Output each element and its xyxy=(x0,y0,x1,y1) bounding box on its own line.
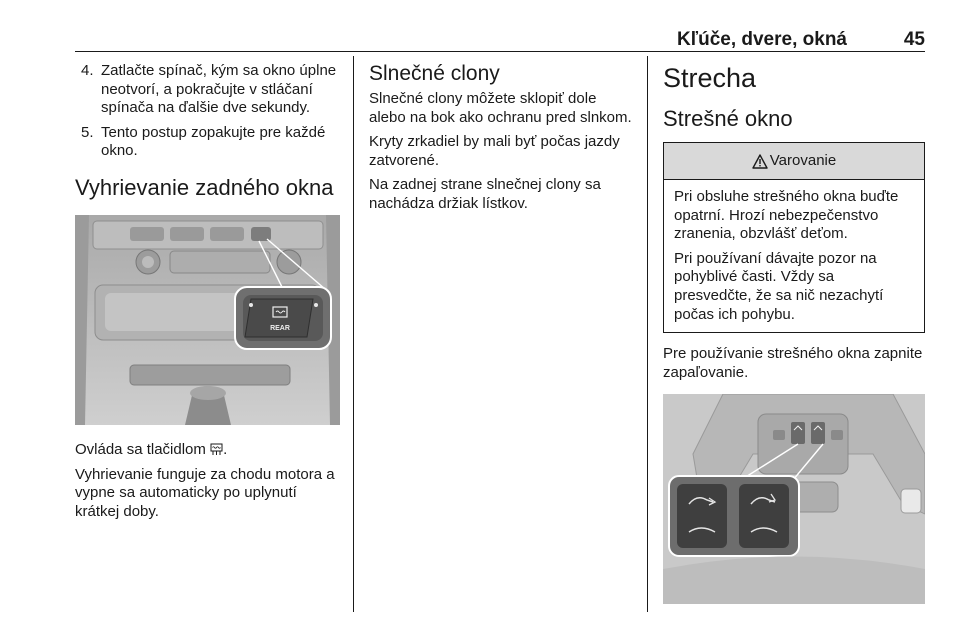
warning-header xyxy=(664,143,924,180)
column-1 xyxy=(75,62,340,527)
paragraph-1: Pre používanie strešného okna zapnite zapaľovanie. xyxy=(663,345,923,381)
page-header xyxy=(75,24,925,52)
paragraph-1 xyxy=(75,441,340,460)
rear-label: REAR xyxy=(270,324,290,332)
sunroof-switch-figure xyxy=(663,394,925,604)
paragraph-end: . xyxy=(223,440,228,458)
rear-heater-figure xyxy=(75,215,340,425)
section-heading-sun-visors: Slnečné clony xyxy=(369,62,500,85)
section-subheading-sunroof: Strešné okno xyxy=(663,106,793,131)
paragraph-2: Kryty zrkadiel by mali byť počas jazdy zatvorené. xyxy=(369,133,620,169)
dashboard-illustration xyxy=(75,215,340,425)
step-number: 4. xyxy=(81,62,94,79)
list-item xyxy=(75,124,340,161)
paragraph-2: Vyhrievanie funguje za chodu motora a vypne sa automaticky po uplynutí krátkej doby. xyxy=(75,465,335,520)
column-2 xyxy=(369,62,637,220)
column-3 xyxy=(663,62,925,604)
warning-triangle-icon xyxy=(752,154,768,169)
warning-title: Varovanie xyxy=(769,152,837,169)
list-item xyxy=(75,62,340,118)
step-number: 5. xyxy=(81,123,94,141)
paragraph-text: Ovláda sa tlačidlom xyxy=(75,440,206,458)
paragraph-3: Na zadnej strane slnečnej clony sa nachádza držiak lístkov. xyxy=(369,176,601,212)
warning-paragraph-1: Pri obsluhe strešného okna buďte opatrní. Hrozí nebezpečenstvo zranenia, obzvlášť deťom. xyxy=(674,188,899,243)
column-divider-2 xyxy=(647,56,648,612)
step-text: Tento postup zopakujte pre každé okno. xyxy=(101,123,326,160)
chapter-title: Kľúče, dvere, okná xyxy=(677,29,847,50)
column-divider-1 xyxy=(353,56,354,612)
warning-paragraph-2: Pri používaní dávajte pozor na pohyblivé časti. Vždy sa presvedčte, že sa nič nezachytí počas ich pohybu. xyxy=(674,249,884,323)
warning-box xyxy=(663,142,925,333)
roof-console-illustration xyxy=(663,394,925,604)
rear-window-heater-icon xyxy=(210,443,223,456)
page-number: 45 xyxy=(903,29,925,50)
section-heading-rear-heater: Vyhrievanie zadného okna xyxy=(75,174,334,200)
paragraph-1: Slnečné clony môžete sklopiť dole alebo na bok ako ochranu pred slnkom. xyxy=(369,90,632,126)
section-heading-roof: Strecha xyxy=(663,63,757,93)
step-text: Zatlačte spínač, kým sa okno úplne neotvorí, a pokračujte v stláčaní spínača na ďalšie dve sekundy. xyxy=(101,62,337,117)
header-rule xyxy=(75,51,925,52)
steps-list xyxy=(75,62,340,161)
warning-body xyxy=(664,180,924,332)
